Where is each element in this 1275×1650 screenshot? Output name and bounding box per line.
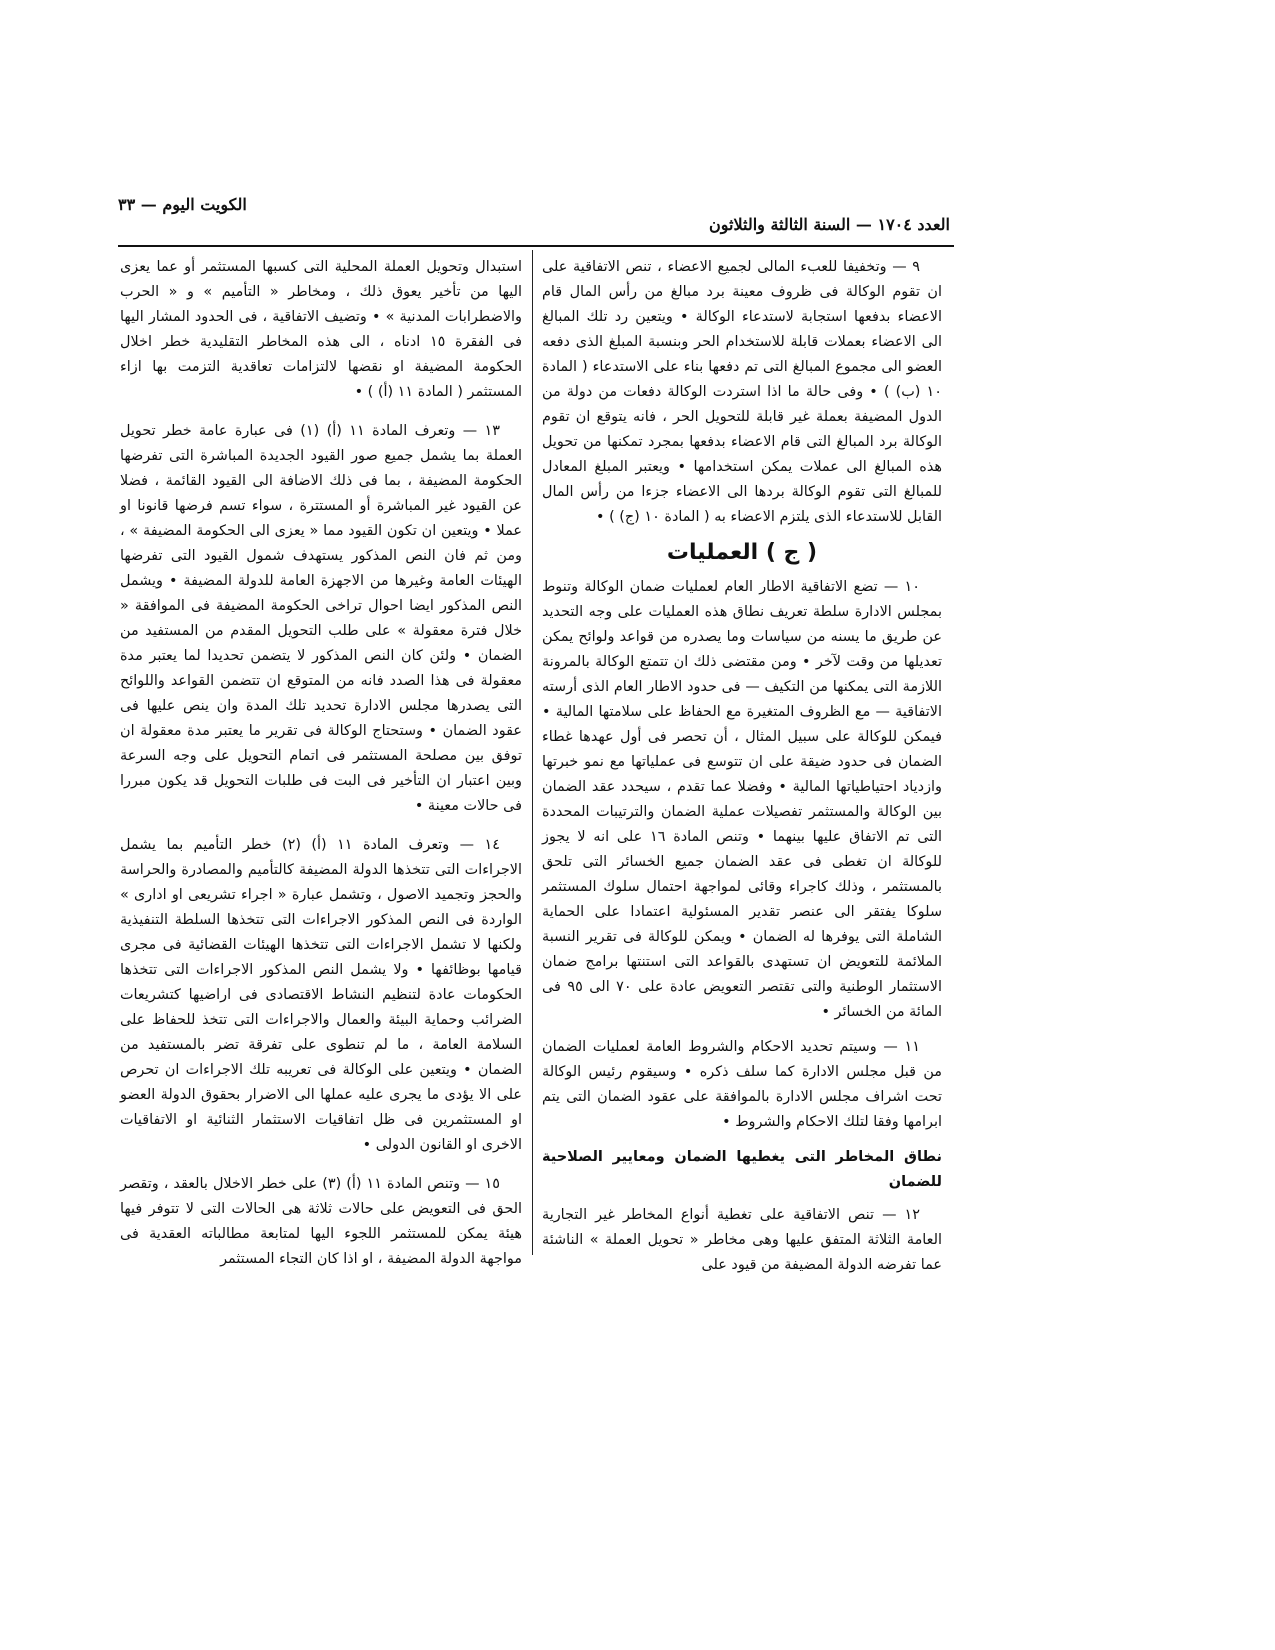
paragraph-14: ١٤ — وتعرف المادة ١١ (أ) (٢) خطر التأميم بما يشمل الاجراءات التى تتخذها الدولة المضيفة كالتأميم والمصادرة والحراسة والحجز وتجميد الاصول ، وتشمل عبارة « اجراء تشريعى او ادارى » الواردة فى النص المذكور الاجراءات التى تتخذها السلطة التنفيذية ولكنها لا تشمل الاجراءات التى تتخذها الهيئات القضائية فى مجرى قيامها بوظائفها • ولا يشمل النص المذكور الاجراءات التى تتخذها الحكومات عادة لتنظيم النشاط الاقتصادى فى اراضيها كتشريعات الضرائب وحماية البيئة والعمال والاجراءات التى تتخذ للحفاظ على السلامة العامة ، ما لم تنطوى على تفرقة تضر بالمستفيد من الضمان • ويتعين على الوكالة فى تعريبه تلك الاجراءات ان تحرص على الا يؤدى ما يجرى عليه عملها الى الاضرار بحقوق الدولة العضو او المستثمرين فى ظل اتفاقيات الاستثمار الثنائية او الاتفاقيات الاخرى او القانون الدولى • (120, 837, 522, 1153)
page-number-label: الكويت اليوم — ٣٣ (118, 195, 247, 214)
subheading-risk-scope: نطاق المخاطر التى يغطيها الضمان ومعايير الصلاحية للضمان (542, 1149, 942, 1190)
right-column (542, 255, 942, 1288)
paragraph-11: ١١ — وسيتم تحديد الاحكام والشروط العامة لعمليات الضمان من قبل مجلس الادارة كما سلف ذكره • وسيقوم رئيس الوكالة تحت اشراف مجلس الادارة بالموافقة على عقود الضمان التى يتم ابرامها وفقا لتلك الاحكام والشروط • (542, 1039, 942, 1130)
page-header (118, 195, 950, 239)
paragraph-10: ١٠ — تضع الاتفاقية الاطار العام لعمليات ضمان الوكالة وتنوط بمجلس الادارة سلطة تعريف نطاق هذه العمليات على وجه التحديد عن طريق ما يسنه من سياسات وما يصدره من قواعد ولوائح يمكن تعديلها من وقت لآخر • ومن مقتضى ذلك ان تتمتع الوكالة بالمرونة اللازمة التى يمكنها من التكيف — فى حدود الاطار العام الذى أرسته الاتفاقية — مع الظروف المتغيرة مع الحفاظ على سلامتها المالية • فيمكن للوكالة على سبيل المثال ، أن تحصر فى أول عهدها غطاء الضمان فى حدود ضيقة على ان تتوسع فى عملياتها مع نمو خبرتها وازدياد احتياطياتها المالية • وفضلا عما تقدم ، سيحدد عقد الضمان بين الوكالة والمستثمر تفصيلات عملية الضمان والترتيبات المحددة التى تم الاتفاق عليها بينهما • وتنص المادة ١٦ على انه لا يجوز للوكالة ان تغطى فى عقد الضمان جميع الخسائر التى تلحق بالمستثمر ، وذلك كاجراء وقائى لمواجهة احتمال سلوك المستثمر سلوكا يفتقر الى عنصر تقدير المسئولية اعتمادا على الحماية الشاملة التى يوفرها له الضمان • ويمكن للوكالة فى تقرير النسبة الملائمة للتعويض ان تستهدى بالقواعد التى استنتها برامج ضمان الاستثمار الوطنية والتى تقتصر التعويض عادة على ٧٠ الى ٩٥ فى المائة من الخسائر • (542, 579, 942, 1020)
paragraph-12-continued: استبدال وتحويل العملة المحلية التى كسبها المستثمر أو عما يعزى اليها من تأخير يعوق ذلك ، ومخاطر « التأميم » و « الحرب والاضطرابات المدنية » • وتضيف الاتفاقية ، فى الحدود المشار اليها فى الفقرة ١٥ ادناه ، الى هذه المخاطر التقليدية خطر اخلال الحكومة المضيفة او نقضها لالتزامات تعاقدية التزمت بها ازاء المستثمر ( المادة ١١ (أ) ) • (120, 259, 522, 400)
paragraph-9: ٩ — وتخفيفا للعبء المالى لجميع الاعضاء ، تنص الاتفاقية على ان تقوم الوكالة فى ظروف معينة برد مبالغ من رأس المال قام الاعضاء بدفعها استجابة لاستدعاء الوكالة • ويتعين رد تلك المبالغ الى الاعضاء بعملات قابلة للاستخدام الحر وبنسبة المبلغ الذى دفعه العضو الى مجموع المبالغ التى تم دفعها بناء على الاستدعاء ( المادة ١٠ (ب) ) • وفى حالة ما اذا استردت الوكالة دفعات من دولة من الدول المضيفة بعملة غير قابلة للتحويل الحر ، فانه يتوقع ان تقوم الوكالة برد المبالغ التى قام الاعضاء بدفعها بمجرد تمكنها من تحويل هذه المبالغ الى عملات يمكن استخدامها • ويعتبر المبلغ المعادل للمبالغ التى تقوم الوكالة بردها الى الاعضاء جزءا من رأس المال القابل للاستدعاء الذى يلتزم الاعضاء به ( المادة ١٠ (ج) ) • (542, 259, 942, 525)
paragraph-12: ١٢ — تنص الاتفاقية على تغطية أنواع المخاطر غير التجارية العامة الثلاثة المتفق عليها وهى مخاطر « تحويل العملة » الناشئة عما تفرضه الدولة المضيفة من قيود على (542, 1207, 942, 1273)
section-heading-operations: ( ج ) العمليات (666, 540, 818, 565)
paragraph-15: ١٥ — وتنص المادة ١١ (أ) (٣) على خطر الاخلال بالعقد ، وتقصر الحق فى التعويض على حالات ثلاثة هى الحالات التى لا تتوفر فيها هيئة يمكن للمستثمر اللجوء اليها لمتابعة مطالباته العقدية فى مواجهة الدولة المضيفة ، او اذا كان التجاء المستثمر (120, 1176, 522, 1267)
paragraph-13: ١٣ — وتعرف المادة ١١ (أ) (١) فى عبارة عامة خطر تحويل العملة بما يشمل جميع صور القيود الجديدة المباشرة التى تفرضها الحكومة المضيفة ، بما فى ذلك الاضافة الى القيود القائمة ، فضلا عن القيود غير المباشرة أو المستترة ، سواء تسم فرضها قانونا او عملا • ويتعين ان تكون القيود مما « يعزى الى الحكومة المضيفة » ، ومن ثم فان النص المذكور يستهدف شمول القيود التى تفرضها الهيئات العامة وغيرها من الاجهزة العامة للدولة المضيفة • ويشمل النص المذكور ايضا احوال تراخى الحكومة المضيفة فى الموافقة « خلال فترة معقولة » على طلب التحويل المقدم من المستفيد من الضمان • ولئن كان النص المذكور لا يتضمن تحديدا لما يعتبر مدة معقولة فى هذا الصدد فانه من المتوقع ان تتضمن القواعد واللوائح التى يصدرها مجلس الادارة تحديد تلك المدة وان ينص عليها فى عقود الضمان • وستحتاج الوكالة فى تقرير ما يعتبر مدة معقولة ان توفق بين مصلحة المستثمر فى اتمام التحويل على وجه السرعة وبين اعتبار ان التأخير فى البت فى طلبات التحويل قد يكون مبررا فى حالات معينة • (120, 423, 522, 814)
header-rule (118, 245, 954, 247)
left-column (120, 255, 522, 1286)
column-divider (532, 250, 533, 1255)
issue-label: العدد ١٧٠٤ — السنة الثالثة والثلاثون (709, 215, 950, 234)
